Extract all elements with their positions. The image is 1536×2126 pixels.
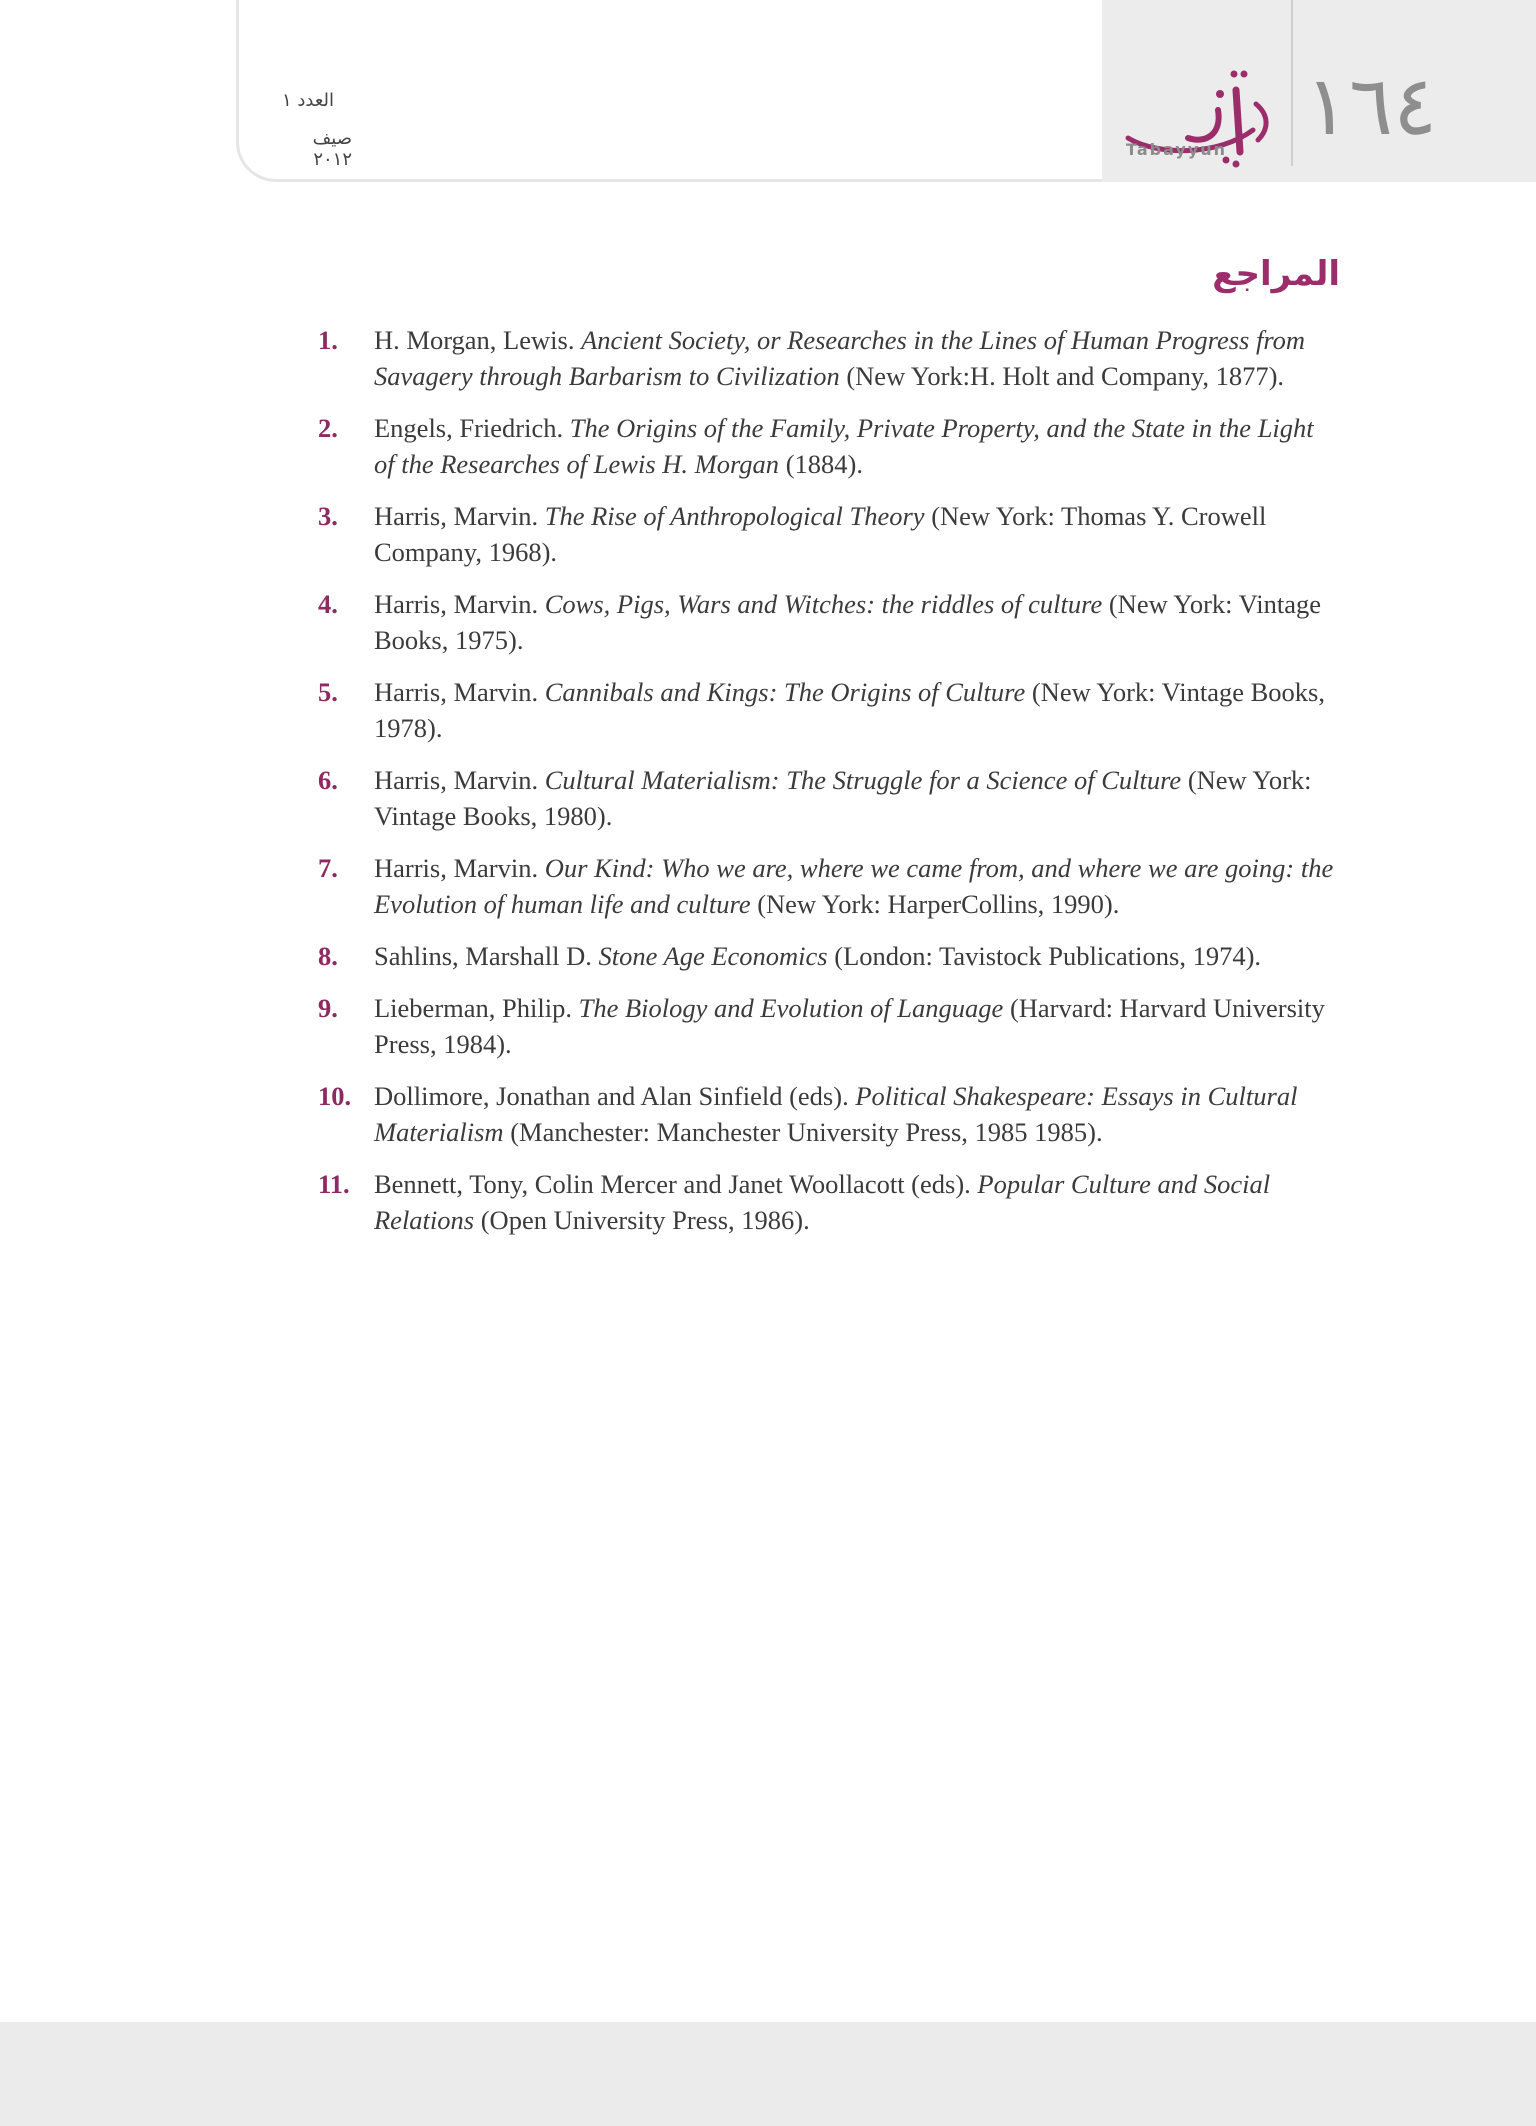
reference-publication: (Harvard: Harvard University Press, 1984). — [374, 993, 1325, 1059]
reference-number: 9. — [318, 993, 338, 1023]
reference-number: 6. — [318, 765, 338, 795]
reference-author: Sahlins, Marshall D. — [374, 941, 599, 971]
reference-number: 11. — [318, 1169, 350, 1199]
reference-title: Popular Culture and Social Relations — [374, 1169, 1271, 1235]
reference-title: Ancient Society, or Researches in the Lines of Human Progress from Savagery through Barbarism to Civilization — [374, 325, 1306, 391]
reference-title: The Biology and Evolution of Language — [578, 993, 1004, 1023]
reference-item — [318, 1078, 1338, 1150]
reference-item — [318, 586, 1338, 658]
reference-author: Harris, Marvin. — [374, 765, 545, 795]
reference-number: 3. — [318, 501, 338, 531]
reference-publication: (New York: Vintage Books, 1978). — [374, 677, 1325, 743]
reference-author: Harris, Marvin. — [374, 677, 545, 707]
header-divider — [1291, 0, 1293, 166]
reference-number: 1. — [318, 325, 338, 355]
reference-number: 2. — [318, 413, 338, 443]
reference-author: Harris, Marvin. — [374, 853, 545, 883]
footer-band — [0, 2022, 1536, 2126]
reference-author: Lieberman, Philip. — [374, 993, 579, 1023]
references-heading: المراجع — [1212, 254, 1340, 294]
reference-publication: (New York: HarperCollins, 1990). — [750, 889, 1120, 919]
reference-item — [318, 850, 1338, 922]
reference-item — [318, 1166, 1338, 1238]
issue-number: العدد ١ — [281, 90, 334, 111]
reference-publication: (London: Tavistock Publications, 1974). — [827, 941, 1262, 971]
reference-number: 5. — [318, 677, 338, 707]
reference-author: Harris, Marvin. — [374, 589, 545, 619]
reference-item — [318, 938, 1338, 974]
reference-title: The Rise of Anthropological Theory — [544, 501, 925, 531]
reference-item — [318, 990, 1338, 1062]
reference-publication: (Open University Press, 1986). — [474, 1205, 810, 1235]
reference-number: 8. — [318, 941, 338, 971]
reference-number: 7. — [318, 853, 338, 883]
reference-title: Our Kind: Who we are, where we came from, and where we are going: the Evolution of human life and culture — [374, 853, 1334, 919]
reference-publication: (New York:H. Holt and Company, 1877). — [839, 361, 1285, 391]
reference-publication: (New York: Thomas Y. Crowell Company, 1968). — [374, 501, 1267, 567]
reference-item — [318, 762, 1338, 834]
reference-author: H. Morgan, Lewis. — [374, 325, 582, 355]
references-list — [318, 322, 1338, 1254]
reference-title: Stone Age Economics — [598, 941, 828, 971]
reference-author: Harris, Marvin. — [374, 501, 545, 531]
logo-wordmark: Tabayyun — [1126, 140, 1228, 159]
reference-publication: (New York: Vintage Books, 1980). — [374, 765, 1312, 831]
reference-publication: (New York: Vintage Books, 1975). — [374, 589, 1321, 655]
reference-item — [318, 410, 1338, 482]
reference-item — [318, 674, 1338, 746]
reference-author: Bennett, Tony, Colin Mercer and Janet Woollacott (eds). — [374, 1169, 978, 1199]
reference-publication: (Manchester: Manchester University Press, 1985 1985). — [503, 1117, 1103, 1147]
reference-number: 4. — [318, 589, 338, 619]
reference-title: Cultural Materialism: The Struggle for a Science of Culture — [544, 765, 1182, 795]
reference-title: Cannibals and Kings: The Origins of Culture — [544, 677, 1026, 707]
reference-number: 10. — [318, 1081, 352, 1111]
page-number: ١٦٤ — [1305, 59, 1438, 154]
reference-item — [318, 322, 1338, 394]
reference-author: Engels, Friedrich. — [374, 413, 570, 443]
reference-title: Political Shakespeare: Essays in Cultural Materialism — [374, 1081, 1298, 1147]
reference-author: Dollimore, Jonathan and Alan Sinfield (eds). — [374, 1081, 856, 1111]
reference-title: The Origins of the Family, Private Property, and the State in the Light of the Researches of Lewis H. Morgan — [374, 413, 1314, 479]
reference-title: Cows, Pigs, Wars and Witches: the riddles of culture — [544, 589, 1103, 619]
issue-season: صيف ٢٠١٢ — [312, 128, 352, 170]
reference-publication: (1884). — [779, 449, 863, 479]
reference-item — [318, 498, 1338, 570]
